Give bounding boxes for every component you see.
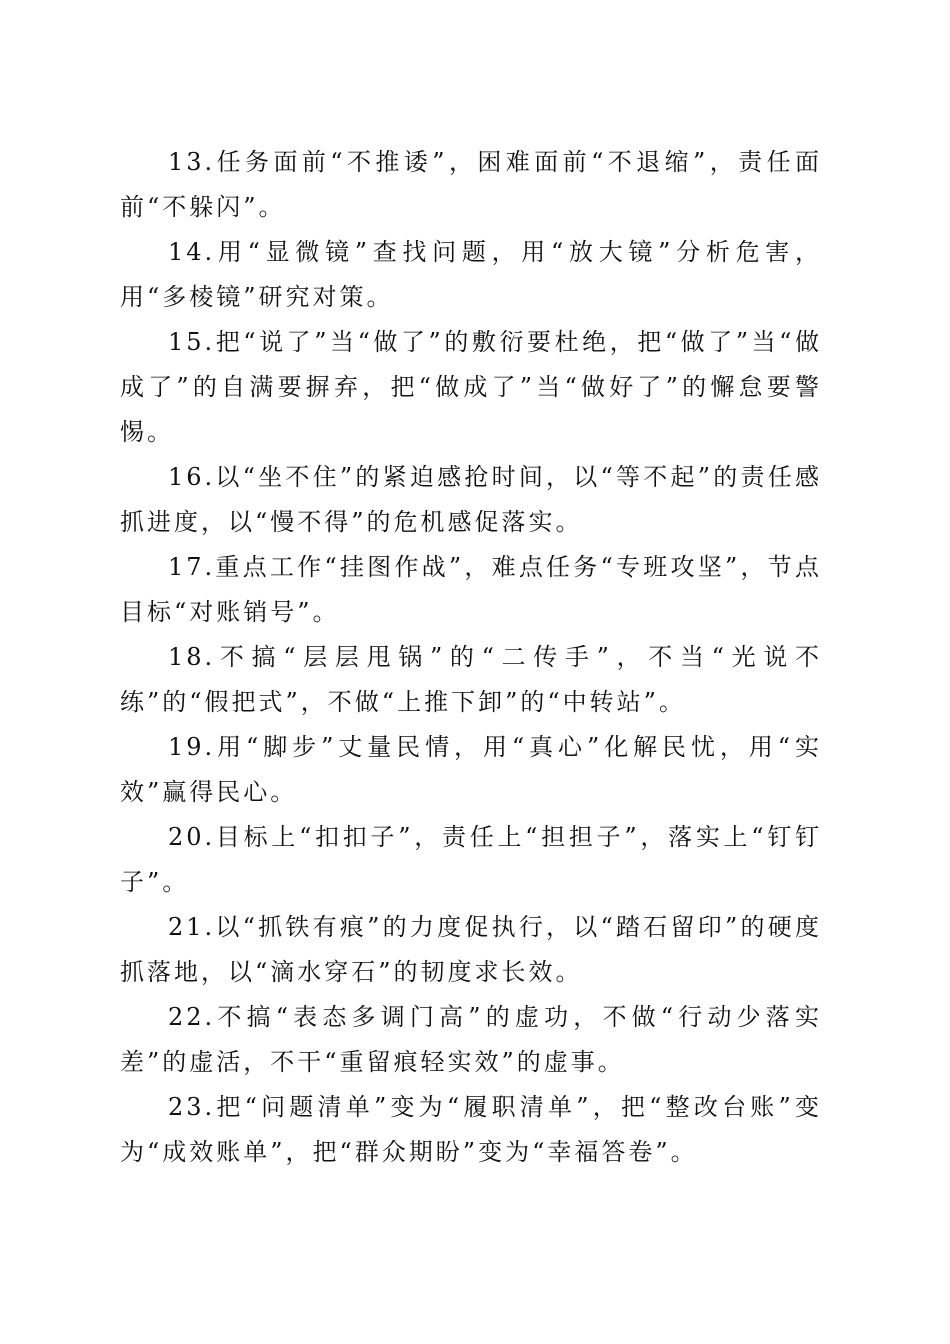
- paragraph-16: 16.以“坐不住”的紧迫感抢时间，以“等不起”的责任感抓进度，以“慢不得”的危机感促落实。: [120, 463, 822, 536]
- paragraph-14: 14.用“显微镜”查找问题，用“放大镜”分析危害，用“多棱镜”研究对策。: [120, 238, 822, 311]
- paragraph-17: 17.重点工作“挂图作战”，难点任务“专班攻坚”，节点目标“对账销号”。: [120, 553, 822, 626]
- paragraph-18: 18.不搞“层层甩锅”的“二传手”，不当“光说不练”的“假把式”，不做“上推下卸”的“中转站”。: [120, 643, 822, 716]
- paragraph-13: 13.任务面前“不推诿”，困难面前“不退缩”，责任面前“不躲闪”。: [120, 148, 822, 221]
- paragraph-22: 22.不搞“表态多调门高”的虚功，不做“行动少落实差”的虚活，不干“重留痕轻实效”的虚事。: [120, 1003, 822, 1076]
- paragraph-23: 23.把“问题清单”变为“履职清单”，把“整改台账”变为“成效账单”，把“群众期盼”变为“幸福答卷”。: [120, 1093, 822, 1166]
- paragraph-20: 20.目标上“扣扣子”，责任上“担担子”，落实上“钉钉子”。: [120, 823, 822, 896]
- paragraph-15: 15.把“说了”当“做了”的敷衍要杜绝，把“做了”当“做成了”的自满要摒弃，把“做成了”当“做好了”的懈怠要警惕。: [120, 328, 822, 446]
- document-body: [120, 140, 822, 1175]
- paragraph-21: 21.以“抓铁有痕”的力度促执行，以“踏石留印”的硬度抓落地，以“滴水穿石”的韧度求长效。: [120, 913, 822, 986]
- paragraph-19: 19.用“脚步”丈量民情，用“真心”化解民忧，用“实效”赢得民心。: [120, 733, 822, 806]
